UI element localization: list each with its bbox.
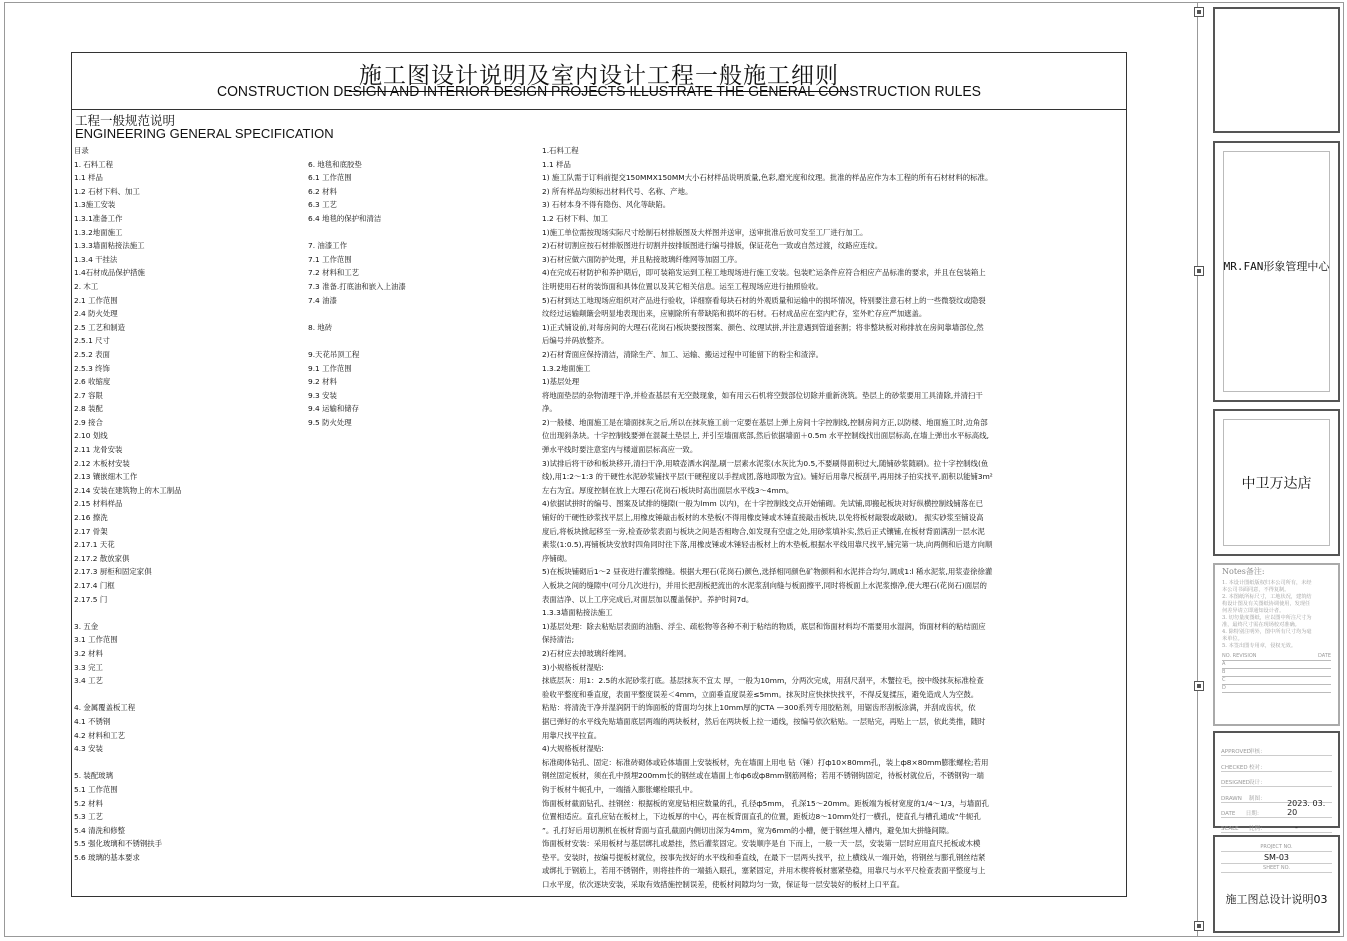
sign-label-cn: 设计： xyxy=(1249,780,1266,787)
toc-column-1 xyxy=(74,144,304,864)
revision-header xyxy=(1222,653,1331,661)
toc-item: 7.1 工作范围 xyxy=(308,254,352,264)
toc-item: 5.2 材料 xyxy=(74,798,103,808)
sign-value: 2023. 03. 20 xyxy=(1287,798,1326,817)
spec-line: 净。 xyxy=(542,404,557,414)
toc-item: 2.17.5 门 xyxy=(74,594,108,604)
toc-item: 4.1 不锈钢 xyxy=(74,716,111,726)
toc-item: 2.6 收缩度 xyxy=(74,377,111,387)
toc-item: 2.1 工作范围 xyxy=(74,295,118,305)
revision-row: C xyxy=(1222,677,1331,685)
toc-item: 9.1 工作范围 xyxy=(308,363,352,373)
spec-line: 位置相适应。直孔应钻在板材上，下边板厚的中心，再在板背面直孔的位置，距板边8～10mm处打一横孔，使直孔与槽孔通成“牛轭孔 xyxy=(542,812,981,822)
spec-line: 钢丝固定板材，须在孔中预埋200mm长的钢丝或在墙面上布ф6或ф8mm钢筋网格；若用不锈钢钩固定，待板材就位后，不锈钢钩一端 xyxy=(542,771,984,781)
toc-item: 2.11 龙骨安装 xyxy=(74,445,123,455)
toc-item: 3. 五金 xyxy=(74,621,99,631)
spec-line: 2)石材应去掉玻璃纤维网。 xyxy=(542,648,631,658)
spec-line: 度后,将板块掀起移至一旁,检查砂浆表面与板块之间是否相吻合,如发现有空虚之处,用砂浆填补实,然后正式镶铺,在板材背面满刮一层水泥 xyxy=(542,526,985,536)
note-line: 4. 除特别注明外，图中所有尺寸均为毫 xyxy=(1222,629,1312,635)
toc-item xyxy=(74,606,304,620)
toc-item: 2.8 装配 xyxy=(74,404,103,414)
toc-item: 2.7 容限 xyxy=(74,390,103,400)
toc-item: 2.13 镶嵌细木工作 xyxy=(74,472,138,482)
resize-handle-top[interactable] xyxy=(1194,7,1204,17)
sign-label-cn: 审核： xyxy=(1249,749,1266,756)
toc-item: 2.5 工艺和制造 xyxy=(74,322,126,332)
note-line: 1. 本设计图纸版权归本公司所有，未经 xyxy=(1222,580,1312,586)
spec-line: 或绑扎于钢筋上，若用不锈钢件，则将挂件的一端插入眼孔，塞紧固定，并用木楔将板材塞紧垫稳，用靠尺与水平尺检查表面平整度与上 xyxy=(542,866,986,876)
spec-line: 抹底层灰：用1：2.5的水泥砂浆打底。基层抹灰不宜太 厚，一般为10mm，分两次完成，用刮尺刮平，木蟹拉毛，按中级抹灰标准检查 xyxy=(542,676,984,686)
title-divider xyxy=(72,109,1126,110)
sign-value: - xyxy=(1295,823,1298,833)
toc-item: 3.1 工作范围 xyxy=(74,635,118,645)
note-line: 构设计图及有关图纸协调使用，发现任 xyxy=(1222,601,1311,607)
toc-item: 2.10 划线 xyxy=(74,431,108,441)
titleblock-logo-panel xyxy=(1213,7,1340,133)
spec-line: 3) 石材本身不得有隐伤、风化等缺陷。 xyxy=(542,200,671,210)
titleblock-notes-panel xyxy=(1213,563,1340,726)
spec-line: 保持清洁; xyxy=(542,635,575,645)
toc-item: 2.5.2 表面 xyxy=(74,349,110,359)
toc-item: 9.4 运输和储存 xyxy=(308,404,360,414)
title-chinese: 施工图设计说明及室内设计工程一般施工细则 xyxy=(72,57,1126,92)
spec-line: 1) 施工队需于订料前提交150MMX150MM大小石材样品说明质量,色彩,磨光度和纹理。批准的样品应作为本工程的所有石材材料的标准。 xyxy=(542,173,993,183)
toc-item xyxy=(308,144,528,158)
spec-line: 位出现斜条块。十字控制线要弹在混凝土垫层上, 并引至墙面底部,然后依据墙面＋0.5m 水平控制线找出面层标高,在墙上弹出水平标高线, xyxy=(542,431,989,441)
toc-item: 2.17.4 门框 xyxy=(74,581,115,590)
revision-row: B xyxy=(1222,669,1331,677)
spec-line: 素浆(1:0.5),再铺板块安放时四角同时往下落,用橡皮锤或木锤轻击板材上的木垫板,根据水平线用靠尺找平,铺完第一块,向两侧和后退方向顺 xyxy=(542,540,993,550)
toc-item: 2.15 材料样品 xyxy=(74,499,123,509)
spec-line: 左右为宜。厚度控制在放上大理石(花岗石)板块时高出面层水平线3～4mm。 xyxy=(542,485,794,495)
resize-handle-lower[interactable] xyxy=(1194,681,1204,691)
toc-item: 8. 地砖 xyxy=(308,322,333,332)
note-line: 何差异请立即通知设计者。 xyxy=(1222,608,1285,614)
spec-line: 饰面板材截面钻孔、挂钢丝：根据板的宽度钻相应数量的孔，孔径ф5mm， 孔深15～20mm。距板端为板材宽度的1/4～1/3，与墙面孔 xyxy=(542,798,989,808)
toc-column-2 xyxy=(308,144,528,429)
toc-item: 1.3.3墙面粘接法施工 xyxy=(74,241,145,251)
toc-item: 7. 油漆工作 xyxy=(308,241,347,251)
spec-line: 1.石料工程 xyxy=(542,146,579,155)
section-heading-english: ENGINEERING GENERAL SPECIFICATION xyxy=(75,126,334,141)
sign-row xyxy=(1221,741,1332,756)
toc-item xyxy=(308,334,528,348)
toc-item: 6.1 工作范围 xyxy=(308,173,352,183)
spec-line: 1.1 样品 xyxy=(542,159,571,169)
toc-item: 1.4石材成品保护措施 xyxy=(74,268,145,278)
toc-item: 9.2 材料 xyxy=(308,377,337,387)
sign-row xyxy=(1221,772,1332,787)
spec-line: 2) 所有样品均须标出材料代号、名称、产地。 xyxy=(542,186,693,196)
revision-row: D xyxy=(1222,685,1331,693)
titleblock-divider xyxy=(1197,2,1198,937)
sheet-info xyxy=(1215,837,1338,907)
toc-item: 4.3 安装 xyxy=(74,744,103,754)
spec-line: 表面洁净、以上工序完成后,对面层加以覆盖保护。养护时间7d。 xyxy=(542,594,754,604)
toc-item: 5. 装配玻璃 xyxy=(74,771,113,781)
toc-item: 2.4 防火处理 xyxy=(74,309,118,319)
spec-line: 1)基层处理 xyxy=(542,377,580,387)
revision-date-label: DATE xyxy=(1317,653,1331,659)
toc-item: 1.3.4 干挂法 xyxy=(74,254,118,264)
spec-line: 3)小规格板材湿贴: xyxy=(542,662,604,672)
notes-list xyxy=(1222,580,1331,650)
spec-body-text xyxy=(542,144,1054,892)
spec-line: 4)在完成石材防护和养护期后，即可装箱发运到工程工地现场进行施工安装。包装贮运条件应符合相应产品标准的要求，并且在包装箱上 xyxy=(542,268,986,278)
toc-item: 7.3 准备.打底油和嵌入上油漆 xyxy=(308,281,406,291)
sign-label-cn: 校对： xyxy=(1249,764,1266,771)
spec-line: 标准砌体钻孔、固定：标准砖砌体或砼体墙面上安装板材，先在墙面上用电 钻（锤）打ф10×80mm孔，装上ф8×80mm膨胀螺栓;若用 xyxy=(542,757,989,767)
spec-line: 1)正式铺设前,对每房间的大理石(花岗石)板块要按图案、颜色、纹理试拼,并注意遇到管道套割；将非整块板对称排放在房间靠墙部位,然 xyxy=(542,322,984,332)
titleblock-project-panel xyxy=(1213,409,1340,556)
spec-line: 3)试排后将干砂和板块移开,清扫干净,用喷壶洒水润湿,刷一层素水泥浆(水灰比为0.5,不要刷得面积过大,随铺砂浆随刷)。拉十字控制线(鱼 xyxy=(542,458,989,468)
spec-line: 口水平度，依次逐块安装，采取有效措施控制误差，使板材间隙均匀一致，保证每一层安装好的板材上口平直。 xyxy=(542,880,905,890)
toc-item: 5.6 玻璃的基本要求 xyxy=(74,852,140,862)
spec-line: 将地面垫层的杂物清理干净,并检查基层有无空鼓现象，如有用云石机将空鼓部位切除并重新浇筑。垫层上的砂浆要用工具清除,并清扫干 xyxy=(542,390,983,400)
toc-item xyxy=(308,226,528,240)
toc-item xyxy=(74,756,304,770)
toc-item: 1.1 样品 xyxy=(74,173,103,183)
notes-title: Notes备注: xyxy=(1222,567,1265,576)
toc-item: 6.2 材料 xyxy=(308,186,337,196)
toc-item: 2.12 木板材安装 xyxy=(74,458,130,468)
toc-item: 4. 金属覆盖板工程 xyxy=(74,703,136,713)
note-line: 2. 本图纸所标尺寸，工地状况，建筑结 xyxy=(1222,594,1312,600)
toc-item: 3.2 材料 xyxy=(74,648,103,658)
toc-item: 1.3施工安装 xyxy=(74,200,116,210)
project-no-label: PROJECT NO. xyxy=(1221,843,1332,852)
spec-line: 4)依据试拼时的编号、图案及试排的缝隙(一般为lmm 以内)，在十字控制线交点开始铺砌。先试铺,即搬起板块对好纵横控制线铺落在已 xyxy=(542,499,983,509)
sign-label-cn: 制图： xyxy=(1249,795,1266,802)
sign-label-en: SCALE xyxy=(1221,826,1239,833)
toc-item: 9.5 防火处理 xyxy=(308,417,352,427)
spec-line: 弹水平线时要注意室内与楼道面层标高应一致。 xyxy=(542,445,698,455)
spec-line: 注明使用石材的装饰面和具体位置以及其它相关信息。运至工程现场应进行抽照验收。 xyxy=(542,281,823,291)
spec-line: 1)基层处理：除去粘贴层表面的油脂、浮尘、疏松物等各种不利于粘结的物质，底层和饰面材料均不需要用水湿润，饰面材料的粘结面应 xyxy=(542,621,986,631)
spec-line: 1.2 石材下料、加工 xyxy=(542,213,608,223)
note-line: 米单位。 xyxy=(1222,636,1243,642)
note-line: 3. 切勿量度图纸，应以图中所注尺寸为 xyxy=(1222,615,1312,621)
spec-line: 后编号并码放整齐。 xyxy=(542,336,609,346)
spec-line: 1.3.2地面施工 xyxy=(542,363,591,373)
toc-item: 1. 石料工程 xyxy=(74,159,113,169)
toc-item: 7.4 油漆 xyxy=(308,295,337,305)
spec-line: 铺好的干硬性砂浆找平层上,用橡皮锤敲击板材的木垫板(不得用橡皮锤或木锤直接敲击板块,以免将板材敲裂或敲破)。 振实砂浆至铺设高 xyxy=(542,513,984,523)
toc-item: 2.14 安装在建筑物上的木工制品 xyxy=(74,485,182,495)
spec-line: 1)施工单位需按现场实际尺寸绘制石材排版图及大样图并送审，送审批准后放可发至工厂进行加工。 xyxy=(542,227,868,237)
sign-label-en: DATE xyxy=(1221,810,1236,817)
sign-label-en: DESIGNED xyxy=(1221,780,1250,787)
titleblock-client-panel xyxy=(1213,141,1340,402)
client-name: MR.FAN形象管理中心 xyxy=(1223,260,1330,273)
toc-item: 1.3.1准备工作 xyxy=(74,213,123,223)
sign-label-en: DRAWN xyxy=(1221,795,1242,802)
toc-item xyxy=(308,307,528,321)
note-line: 5. 本签出图专用章，侵权无效。 xyxy=(1222,643,1297,649)
spec-line: 4)大规格板材湿贴: xyxy=(542,744,604,754)
spec-line: 据已弹好的水平线先贴墙面底层两端的两块板材，然后在两块板上拉一通线，按编号依次粘贴。一层贴完，再贴上一层，依此类推，随时 xyxy=(542,716,986,726)
note-line: 本公司书面同意，不得复制。 xyxy=(1222,587,1290,593)
sheet-name: 施工图总设计说明03 xyxy=(1225,893,1328,906)
toc-item: 2.5.1 尺寸 xyxy=(74,336,110,346)
project-name: 中卫万达店 xyxy=(1241,476,1312,492)
title-english: CONSTRUCTION DESIGN AND INTERIOR DESIGN PROJECTS ILLUSTRATE THE GENERAL CONSTRUCTION RULES xyxy=(217,83,981,100)
section-heading-chinese: 工程一般规范说明 xyxy=(75,113,176,128)
toc-item xyxy=(74,688,304,702)
toc-item: 4.2 材料和工艺 xyxy=(74,730,126,740)
toc-item: 2.17 骨架 xyxy=(74,526,108,536)
sign-row xyxy=(1221,756,1332,771)
spec-line: 钩于板材牛轭孔中，一端插入膨胀螺栓眼孔中。 xyxy=(542,784,698,794)
spec-line: 粘贴：将清洗干净并湿润阴干的饰面板的背面均匀抹上10mm厚的JCTA —300系列专用胶粘剂，用锯齿形刮板涂满，并刮成齿状，依 xyxy=(542,703,976,713)
toc-item: 5.5 强化玻璃和不锈钢扶手 xyxy=(74,839,163,849)
toc-item: 2.16 擦洗 xyxy=(74,513,108,523)
toc-item: 2. 木工 xyxy=(74,281,99,291)
sign-label-en: APPROVED xyxy=(1221,749,1251,756)
spec-line: 3)石材应做六面防护处理，并且粘接玻璃纤维网等加固工序。 xyxy=(542,254,742,264)
toc-item: 2.5.3 终饰 xyxy=(74,363,110,373)
sign-row xyxy=(1221,818,1332,833)
revision-row: A xyxy=(1222,661,1331,669)
toc-item: 3.4 工艺 xyxy=(74,676,103,686)
titleblock-sign-panel xyxy=(1213,731,1340,833)
spec-line: 验收平整度和垂直度，表面平整度误差＜4mm，立面垂直度误差≤5mm。抹灰时应快抹快找平，不得反复揉压，避免造成人为空鼓。 xyxy=(542,689,979,699)
revision-label: NO. REVISION xyxy=(1222,653,1257,659)
sign-label-en: CHECKED xyxy=(1221,764,1248,771)
revision-rows xyxy=(1215,661,1338,693)
spec-line: 2)一般楼、地面施工是在墙面抹灰之后,所以在抹灰施工前一定要在基层上弹上房间十字控制线,控制房间方正,以防楼、地面施工时,边角部 xyxy=(542,417,988,427)
toc-item: 9.3 安装 xyxy=(308,390,337,400)
spec-line: 2)石材切割应按石材排版图进行切割并按排版图进行编号排版，保证花色一致或自然过渡，纹路应连纹。 xyxy=(542,241,883,251)
sign-label-cn: 比例： xyxy=(1249,826,1266,833)
toc-item: 1.3.2地面施工 xyxy=(74,227,123,237)
toc-item: 6. 地毯和底胶垫 xyxy=(308,159,362,169)
spec-line: 5)在板块铺砌后1～2 昼夜进行灌浆擦缝。根据大理石(花岗石)颜色,选择相同颜色矿物颜料和水泥拌合均匀,调成1:l 稀水泥浆,用浆壶徐徐灌 xyxy=(542,567,993,577)
resize-handle-bottom[interactable] xyxy=(1194,921,1204,931)
spec-line: ”。孔打好后用切割机在板材背面与直孔截面内侧切出深为4mm，宽为6mm的小槽，便于钢丝埋入槽内，避免加大拼缝间隙。 xyxy=(542,825,954,835)
spec-line: 线),用1:2～1:3 的干硬性水泥砂浆铺找平层(干硬程度以手捏成团,落地即散为宜)。铺好后用靠尺板刮平,再用抹子拍实找平,面积以能铺3m² xyxy=(542,472,993,482)
toc-item: 2.17.3 厨柜和固定家俱 xyxy=(74,567,152,577)
resize-handle-middle[interactable] xyxy=(1194,266,1204,276)
toc-item: 2.17.2 散放家俱 xyxy=(74,553,130,563)
toc-item: 5.3 工艺 xyxy=(74,812,103,822)
toc-item: 7.2 材料和工艺 xyxy=(308,268,360,278)
spec-frame xyxy=(71,52,1127,897)
toc-item: 5.1 工作范围 xyxy=(74,784,118,794)
spec-line: 纹经过运输颠簸会明显地表现出来，应剔除所有带缺陷和损坏的石材。石材成品应在室内贮存，室外贮存应严加遮盖。 xyxy=(542,309,927,319)
toc-item: 6.3 工艺 xyxy=(308,200,337,210)
spec-line: 用靠尺找平拉直。 xyxy=(542,730,602,740)
spec-line: 2)石材背面应保持清洁，清除生产、加工、运输、搬运过程中可能留下的粉尘和渣滓。 xyxy=(542,349,824,359)
spec-line: 序铺砌。 xyxy=(542,553,572,563)
sign-off-table xyxy=(1215,733,1338,833)
notes-block xyxy=(1215,565,1338,653)
toc-item: 5.4 清洗和修整 xyxy=(74,825,126,835)
project-no: SM-03 xyxy=(1221,852,1332,864)
toc-item: 1.2 石材下料、加工 xyxy=(74,186,140,196)
titleblock-sheet-panel xyxy=(1213,835,1340,933)
toc-item: 目录 xyxy=(74,146,89,155)
note-line: 准，最终尺寸需在现场校对准确。 xyxy=(1222,622,1300,628)
toc-item: 2.9 接合 xyxy=(74,417,103,427)
spec-line: 入板块之间的缝隙中(可分几次进行)，并用长把刮板把流出的水泥浆刮向缝与板面擦平,同时将板面上水泥浆擦净,使大理石(花岗石)面层的 xyxy=(542,581,987,590)
spec-line: 垫平。安装时，按编号提板材就位，按事先找好的水平线和垂直线，在最下一层两头找平，拉上横线从一端开始，将钢丝与膨孔钢丝结紧 xyxy=(542,852,986,862)
toc-item: 6.4 地毯的保护和清洁 xyxy=(308,213,382,223)
toc-item: 9.天花吊顶工程 xyxy=(308,349,360,359)
spec-line: 5)石材到达工地现场应组织对产品进行验收，详细察看每块石材的外观质量和运输中的损坏情况，特别要注意石材上的一些微裂纹或隐裂 xyxy=(542,295,986,305)
spec-line: 饰面板材安装：采用板材与基层绑扎或悬挂，然后灌浆固定。安装顺序是自 下而上，一般一天一层，安装第一层时应用直尺托板或木模 xyxy=(542,839,981,849)
sheet-no-label: SHEET NO. xyxy=(1221,864,1332,873)
spec-line: 1.3.3墙面粘接法施工 xyxy=(542,608,613,618)
sign-label-cn: 日期： xyxy=(1245,810,1263,817)
toc-item: 3.3 完工 xyxy=(74,662,103,672)
toc-item: 2.17.1 天花 xyxy=(74,540,115,550)
